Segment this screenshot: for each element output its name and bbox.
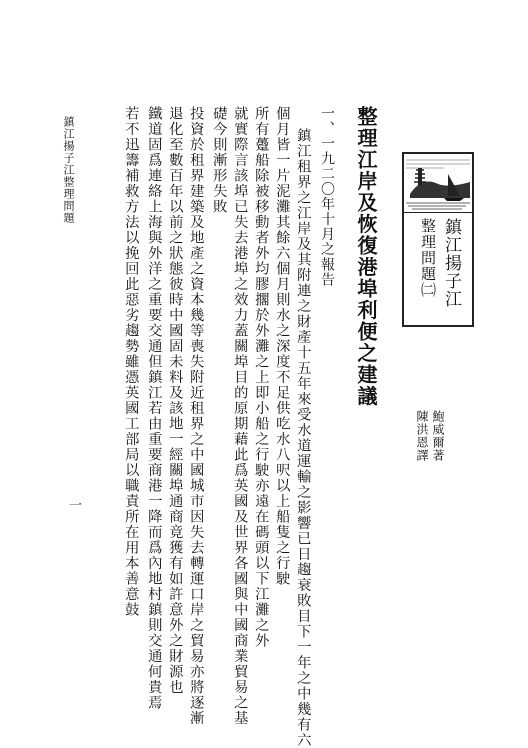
article-title: 整理江岸及恢復港埠利便之建議: [354, 106, 378, 407]
body-column-6: 投資於租界建築及地產之資本幾等喪失附近租界之中國城市因失去轉運口岸之貿易亦將逐漸: [188, 106, 205, 726]
masthead-box: [402, 152, 474, 327]
body-column-9: 若不迅籌補救方法以挽回此惡劣趨勢雖憑英國工部局以職責所在用本善意鼓: [123, 106, 140, 618]
running-header: 鎮江揚子江整理問題: [62, 116, 75, 224]
masthead-subtitle: 整理問題㈡: [419, 218, 437, 298]
page-number: 一: [66, 498, 81, 511]
body-column-3: 所有躉船除被移動者外均膠擱於外灘之上即小船之行駛亦遠在碼頭以下江灘之外: [253, 106, 270, 649]
body-column-4: 就實際言該埠已失去港埠之效力蓋關埠目的原期藉此爲英國及世界各國與中國商業貿易之基: [232, 106, 249, 726]
body-column-8: 鐵道固爲連絡上海與外洋之重要交通但鎮江若由重要商港一降而爲內地村鎮則交通何貴焉: [146, 106, 163, 711]
body-column-2: 個月皆一片泥灘其餘六個月則水之深度不足供吃水八呎以上船隻之行駛: [274, 106, 291, 587]
author-line: 鮑威爾著: [431, 410, 445, 462]
body-column-5: 礎今則漸形失敗: [211, 106, 228, 215]
section-heading: 一、一九二〇年十月之報告: [319, 106, 335, 288]
translator-line: 陳洪恩譯: [415, 410, 429, 462]
body-column-7: 退化至數百年以前之狀態彼時中國固未料及該地一經關埠通商竟獲有如許意外之財源也: [167, 106, 184, 695]
body-column-1: 鎮江租界之江岸及其附連之財產十五年來受水道運輸之影響已日趨衰敗目下一年之中幾有六: [295, 128, 312, 748]
masthead-illustration: [404, 154, 472, 213]
masthead-title: 鎮江揚子江: [441, 218, 461, 308]
